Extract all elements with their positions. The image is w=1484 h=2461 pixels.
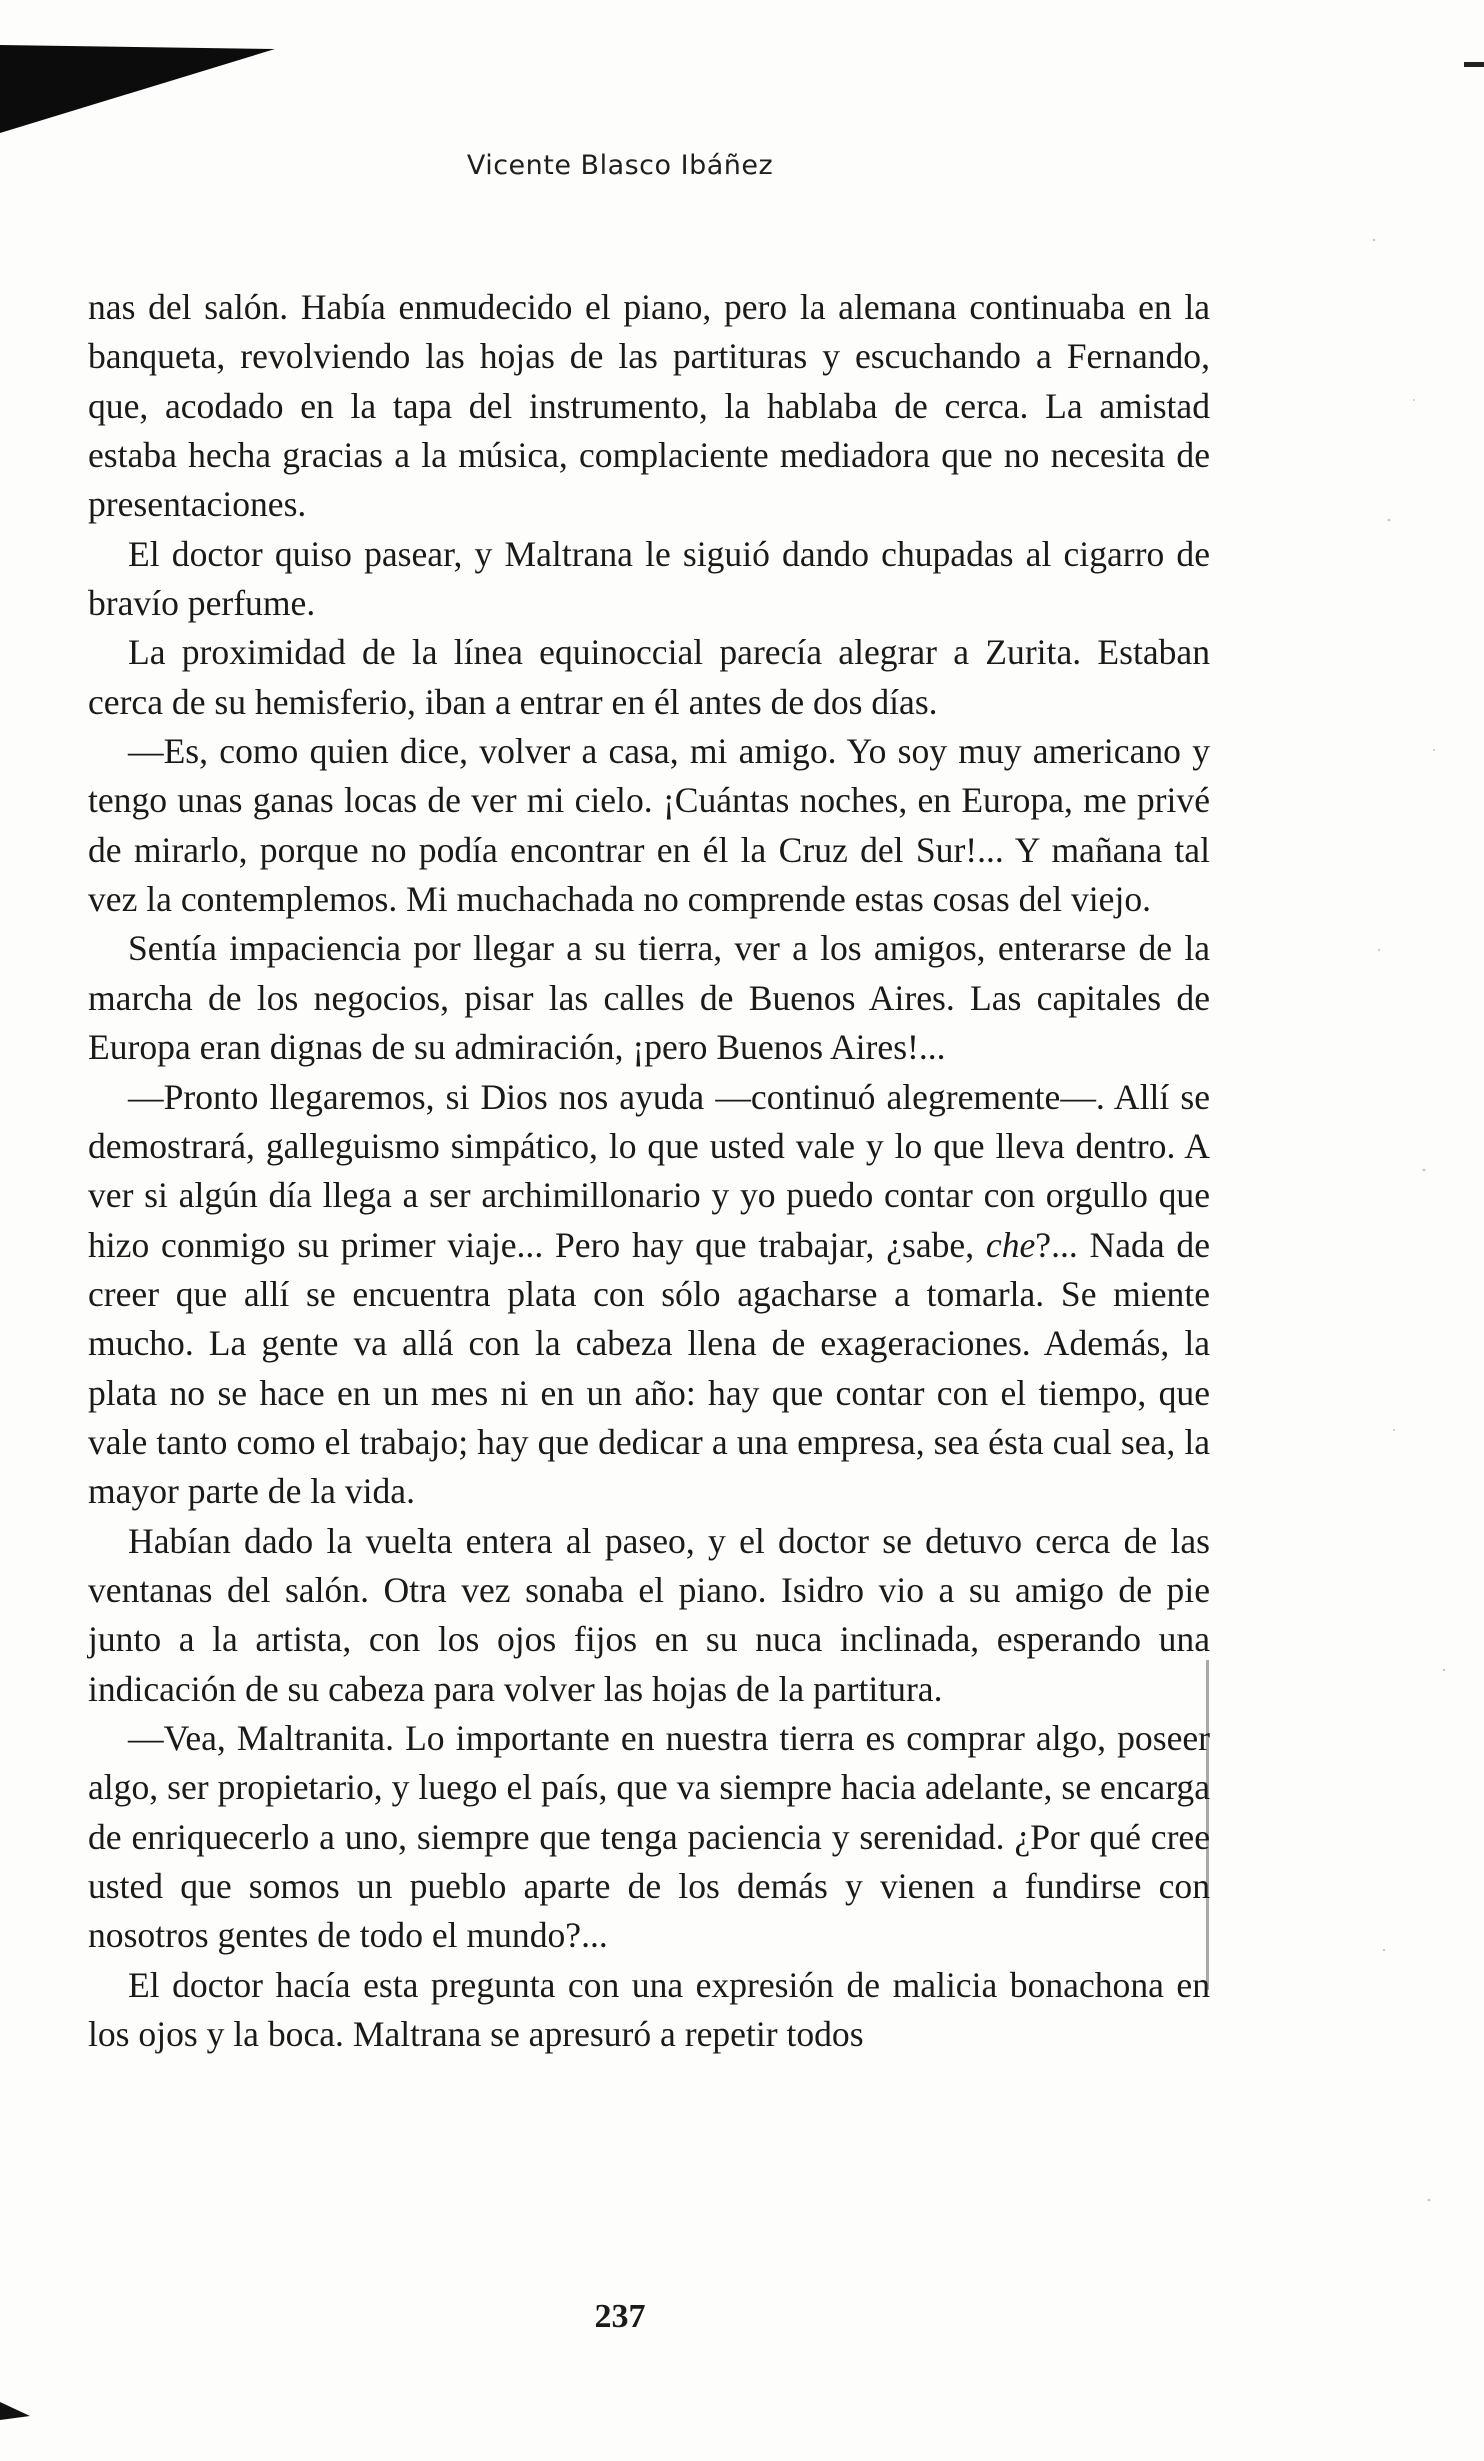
- scan-arrow-mark: [0, 2402, 30, 2420]
- paragraph-text: El doctor hacía esta pregunta con una expresión de malicia bonachona en los ojos y la boca. Maltrana se apresuró a repetir todos: [88, 1964, 1210, 2055]
- paragraph-text: —Pronto llegaremos, si Dios nos ayuda —continuó alegremente—. Allí se demostrará, galleguismo simpático, lo que usted vale y lo que lleva dentro. A ver si algún día llega a ser archimillonario y yo puedo contar con orgullo que hizo conmigo su primer viaje... Pero hay que trabajar, ¿sabe,: [88, 1076, 1210, 1265]
- paragraph-text: —Vea, Maltranita. Lo importante en nuestra tierra es comprar algo, poseer algo, ser propietario, y luego el país, que va siempre hacia adelante, se encarga de enriquecerlo a uno, siempre que tenga paciencia y serenidad. ¿Por qué cree usted que somos un pueblo aparte de los demás y vienen a fundirse con nosotros gentes de todo el mundo?...: [88, 1717, 1210, 1956]
- page-number: 237: [594, 2298, 646, 2335]
- paragraph: [88, 1961, 1210, 2060]
- italic-word: che: [985, 1224, 1036, 1265]
- paragraph: [88, 1517, 1210, 1714]
- paragraph: [88, 530, 1210, 629]
- paragraph: [88, 628, 1210, 727]
- running-head: Vicente Blasco Ibáñez: [466, 150, 774, 181]
- paragraph: [88, 924, 1210, 1072]
- paragraph-text: ?... Nada de creer que allí se encuentra plata con sólo agacharse a tomarla. Se miente mucho. La gente va allá con la cabeza llena de exageraciones. Además, la plata no se hace en un mes ni en un año: hay que contar con el tiempo, que vale tanto como el trabajo; hay que dedicar a una empresa, sea ésta cual sea, la mayor parte de la vida.: [88, 1224, 1210, 1512]
- paragraph-text: El doctor quiso pasear, y Maltrana le siguió dando chupadas al cigarro de bravío perfume.: [88, 533, 1210, 624]
- scan-noise-margin: [1354, 190, 1484, 2430]
- paragraph: [88, 1073, 1210, 1517]
- scan-edge-mark: [1464, 62, 1484, 67]
- paragraph-text: La proximidad de la línea equinoccial parecía alegrar a Zurita. Estaban cerca de su hemisferio, iban a entrar en él antes de dos días.: [88, 632, 1210, 722]
- body-text: [88, 283, 1210, 2059]
- paragraph: [88, 1714, 1210, 1961]
- paragraph-text: Habían dado la vuelta entera al paseo, y el doctor se detuvo cerca de las ventanas del salón. Otra vez sonaba el piano. Isidro vio a su amigo de pie junto a la artista, con los ojos fijos en su nuca inclinada, esperando una indicación de su cabeza para volver las hojas de la partitura.: [88, 1520, 1210, 1709]
- paragraph-text: nas del salón. Había enmudecido el piano, pero la alemana continuaba en la banqueta, revolviendo las hojas de las partituras y escuchando a Fernando, que, acodado en la tapa del instrumento, la hablaba de cerca. La amistad estaba hecha gracias a la música, complaciente mediadora que no necesita de presentaciones.: [88, 287, 1210, 525]
- scan-corner-shadow: [0, 45, 275, 135]
- paragraph-text: —Es, como quien dice, volver a casa, mi amigo. Yo soy muy americano y tengo unas ganas locas de ver mi cielo. ¡Cuántas noches, en Europa, me privé de mirarlo, porque no podía encontrar en él la Cruz del Sur!... Y mañana tal vez la contemplemos. Mi muchachada no comprende estas cosas del viejo.: [88, 731, 1210, 920]
- paragraph-text: Sentía impaciencia por llegar a su tierra, ver a los amigos, enterarse de la marcha de los negocios, pisar las calles de Buenos Aires. Las capitales de Europa eran dignas de su admiración, ¡pero Buenos Aires!...: [88, 928, 1210, 1068]
- paragraph: [88, 283, 1210, 530]
- paragraph: [88, 727, 1210, 924]
